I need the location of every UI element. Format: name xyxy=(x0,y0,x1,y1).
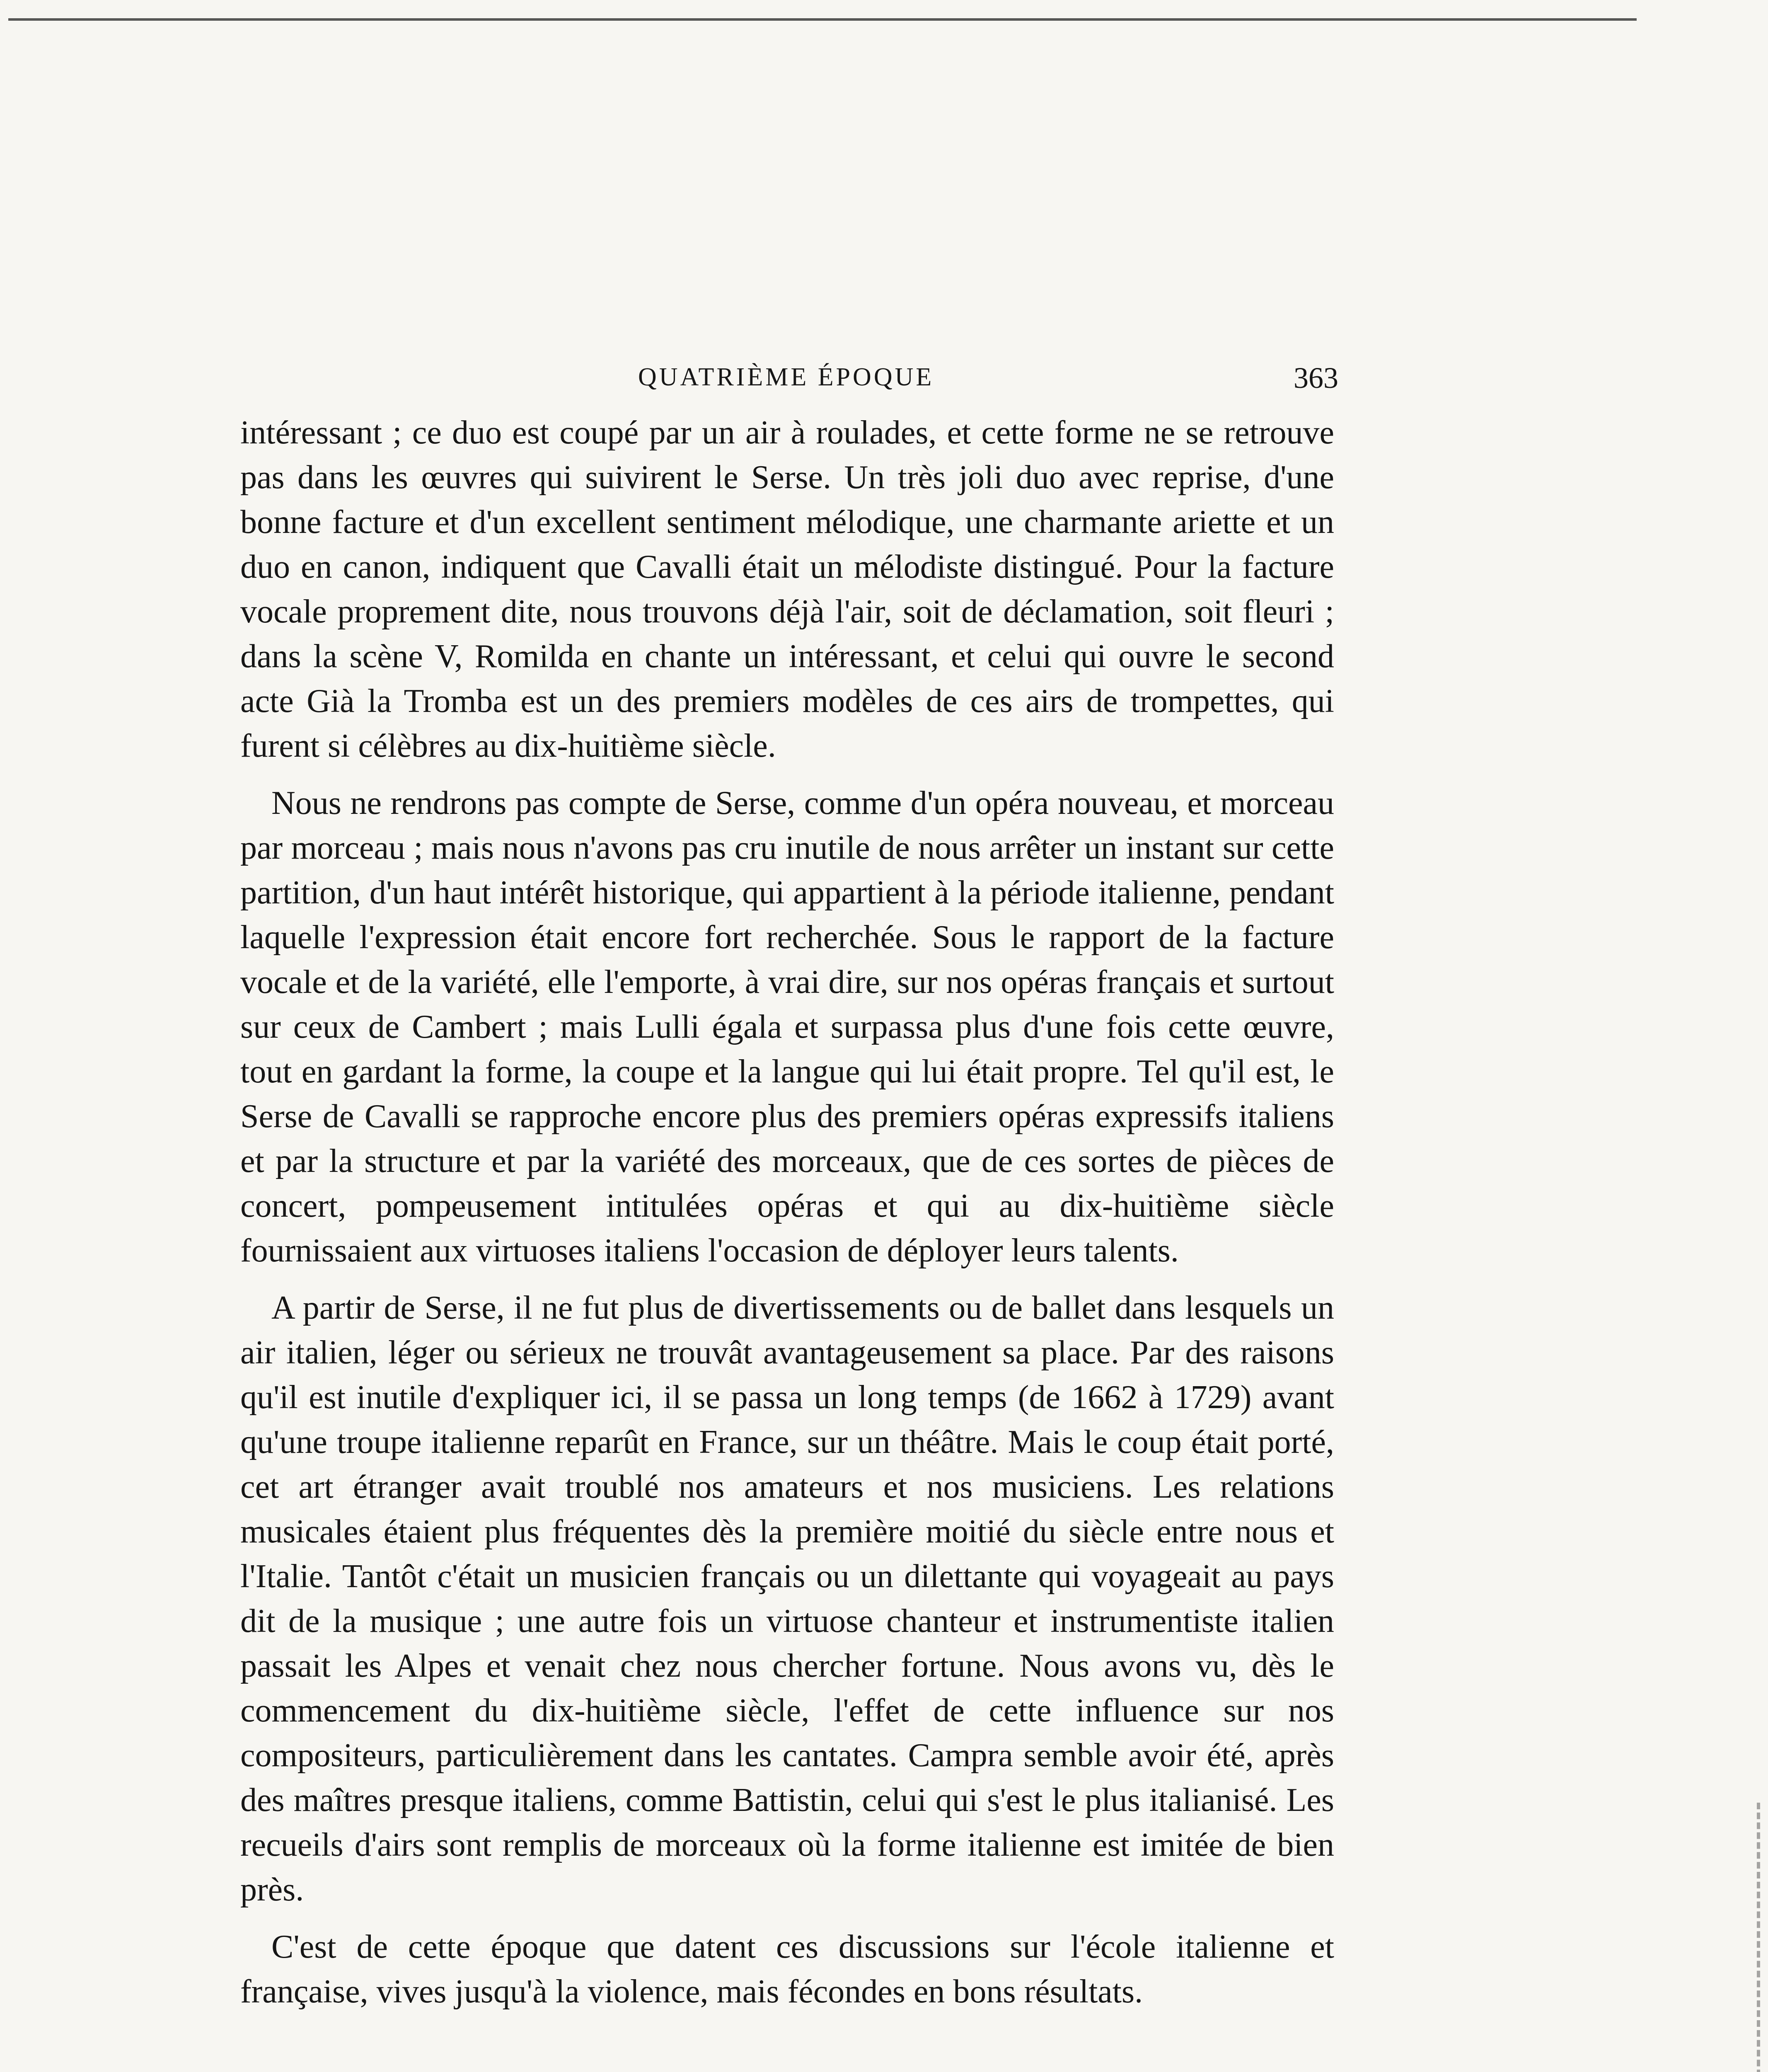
paragraph-2: Nous ne rendrons pas compte de Serse, comme d'un opéra nouveau, et morceau par morceau ; mais nous n'avons pas cru inutile de nous arrêter un instant sur cette partition, d'un haut intérêt historique, qui appartient à la période italienne, pendant laquelle l'expression était encore fort recherchée. Sous le rapport de la facture vocale et de la variété, elle l'emporte, à vrai dire, sur nos opéras français et surtout sur ceux de Cambert ; mais Lulli égala et surpassa plus d'une fois cette œuvre, tout en gardant la forme, la coupe et la langue qui lui était propre. Tel qu'il est, le Serse de Cavalli se rapproche encore plus des premiers opéras expressifs italiens et par la structure et par la variété des morceaux, que de ces sortes de pièces de concert, pompeusement intitulées opéras et qui au dix-huitième siècle fournissaient aux virtuoses italiens l'occasion de déployer leurs talents. xyxy=(240,785,1334,1269)
paragraph-4: C'est de cette époque que datent ces discussions sur l'école italienne et française, vives jusqu'à la violence, mais fécondes en bons résultats. xyxy=(240,1929,1334,2010)
page-number: 363 xyxy=(1294,361,1338,395)
top-edge-rule xyxy=(8,18,1637,21)
paragraph-1: intéressant ; ce duo est coupé par un air à roulades, et cette forme ne se retrouve pas dans les œuvres qui suivirent le Serse. Un très joli duo avec reprise, d'une bonne facture et d'un excellent sentiment mélodique, une charmante ariette et un duo en canon, indiquent que Cavalli était un mélodiste distingué. Pour la facture vocale proprement dite, nous trouvons déjà l'air, soit de déclamation, soit fleuri ; dans la scène V, Romilda en chante un intéressant, et celui qui ouvre le second acte Già la Tromba est un des premiers modèles de ces airs de trompettes, qui furent si célèbres au dix-huitième siècle. xyxy=(240,414,1334,764)
paragraph-3: A partir de Serse, il ne fut plus de divertissements ou de ballet dans lesquels un air italien, léger ou sérieux ne trouvât avantageusement sa place. Par des raisons qu'il est inutile d'expliquer ici, il se passa un long temps (de 1662 à 1729) avant qu'une troupe italienne reparût en France, sur un théâtre. Mais le coup était porté, cet art étranger avait troublé nos amateurs et nos musiciens. Les relations musicales étaient plus fréquentes dès la première moitié du siècle entre nous et l'Italie. Tantôt c'était un musicien français ou un dilettante qui voyageait au pays dit de la musique ; une autre fois un virtuose chanteur et instrumentiste italien passait les Alpes et venait chez nous chercher fortune. Nous avons vu, dès le commencement du dix-huitième siècle, l'effet de cette influence sur nos compositeurs, particulièrement dans les cantates. Campra semble avoir été, après des maîtres presque italiens, comme Battistin, celui qui s'est le plus italianisé. Les recueils d'airs sont remplis de morceaux où la forme italienne est imitée de bien près. xyxy=(240,1290,1334,1908)
scan-margin-marks xyxy=(1757,1803,1763,2072)
running-head: QUATRIÈME ÉPOQUE xyxy=(638,363,934,391)
body-text xyxy=(240,410,1334,2026)
page-header xyxy=(240,358,1338,400)
